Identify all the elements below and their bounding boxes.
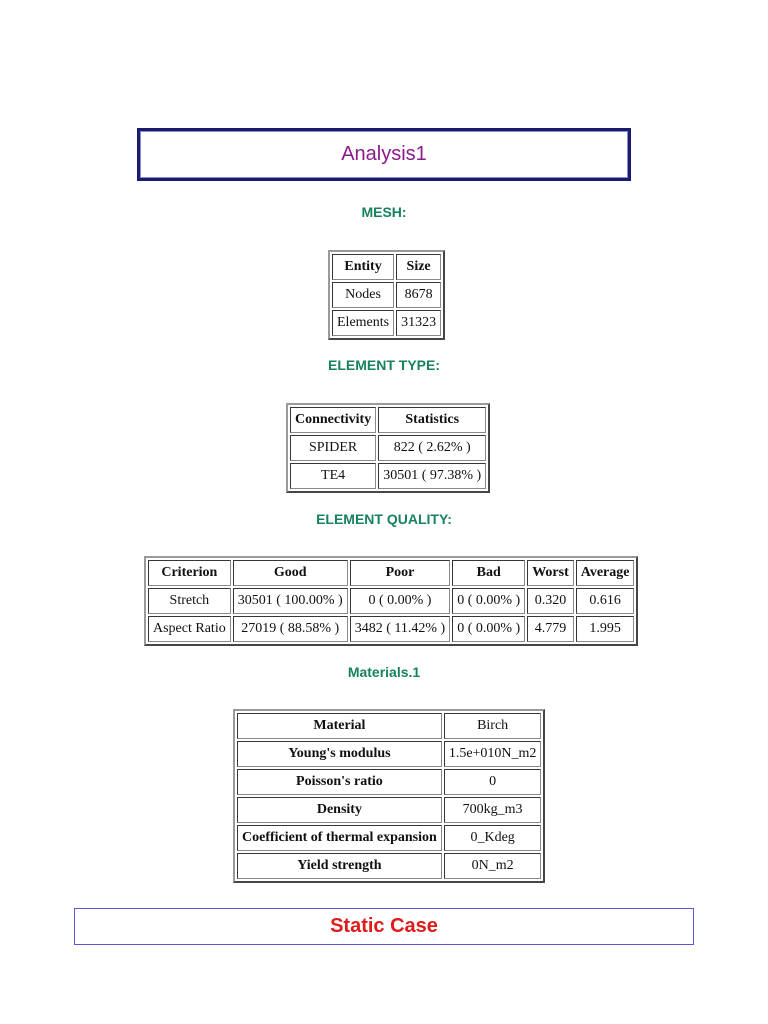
table-cell: 1.995 [576,616,635,642]
column-header: Average [576,560,635,586]
table-cell: 8678 [396,282,441,308]
table-row [237,741,541,767]
property-name: Density [237,797,442,823]
property-value: 1.5e+010N_m2 [444,741,542,767]
property-name: Material [237,713,442,739]
element-quality-table [144,556,638,646]
table-cell: 30501 ( 97.38% ) [378,463,486,489]
table-cell: TE4 [290,463,376,489]
table-cell: Elements [332,310,394,336]
column-header: Size [396,254,441,280]
mesh-table [328,250,445,340]
property-name: Coefficient of thermal expansion [237,825,442,851]
materials-heading: Materials.1 [347,664,421,680]
property-value: Birch [444,713,542,739]
table-cell: 4.779 [527,616,574,642]
table-row [290,435,486,461]
table-cell: 0 ( 0.00% ) [452,616,525,642]
table-row [148,588,634,614]
property-name: Young's modulus [237,741,442,767]
table-cell: Nodes [332,282,394,308]
column-header: Good [233,560,348,586]
table-header-row [290,407,486,433]
property-value: 0_Kdeg [444,825,542,851]
property-name: Poisson's ratio [237,769,442,795]
static-case-banner [74,908,694,945]
table-cell: 0 ( 0.00% ) [350,588,450,614]
column-header: Poor [350,560,450,586]
table-cell: 0.616 [576,588,635,614]
element-type-heading: ELEMENT TYPE: [327,357,440,373]
table-cell: 0 ( 0.00% ) [452,588,525,614]
analysis-title [137,128,631,181]
element-quality-heading: ELEMENT QUALITY: [316,511,452,527]
static-case-title: Static Case [330,915,438,937]
table-header-row [332,254,441,280]
table-cell: 3482 ( 11.42% ) [350,616,450,642]
table-cell: 822 ( 2.62% ) [378,435,486,461]
property-value: 0 [444,769,542,795]
table-row [237,769,541,795]
table-row [237,825,541,851]
table-row [148,616,634,642]
column-header: Bad [452,560,525,586]
table-cell: Aspect Ratio [148,616,231,642]
column-header: Statistics [378,407,486,433]
property-name: Yield strength [237,853,442,879]
table-cell: 0.320 [527,588,574,614]
mesh-heading: MESH: [361,204,407,220]
column-header: Criterion [148,560,231,586]
table-row [332,310,441,336]
table-row [237,713,541,739]
table-cell: 30501 ( 100.00% ) [233,588,348,614]
table-header-row [148,560,634,586]
analysis-title-text: Analysis1 [341,143,427,165]
table-cell: Stretch [148,588,231,614]
table-cell: 31323 [396,310,441,336]
column-header: Entity [332,254,394,280]
property-value: 0N_m2 [444,853,542,879]
table-row [237,853,541,879]
element-type-table [286,403,490,493]
table-row [332,282,441,308]
table-cell: 27019 ( 88.58% ) [233,616,348,642]
column-header: Worst [527,560,574,586]
materials-table [233,709,545,883]
table-cell: SPIDER [290,435,376,461]
column-header: Connectivity [290,407,376,433]
table-row [237,797,541,823]
table-row [290,463,486,489]
property-value: 700kg_m3 [444,797,542,823]
